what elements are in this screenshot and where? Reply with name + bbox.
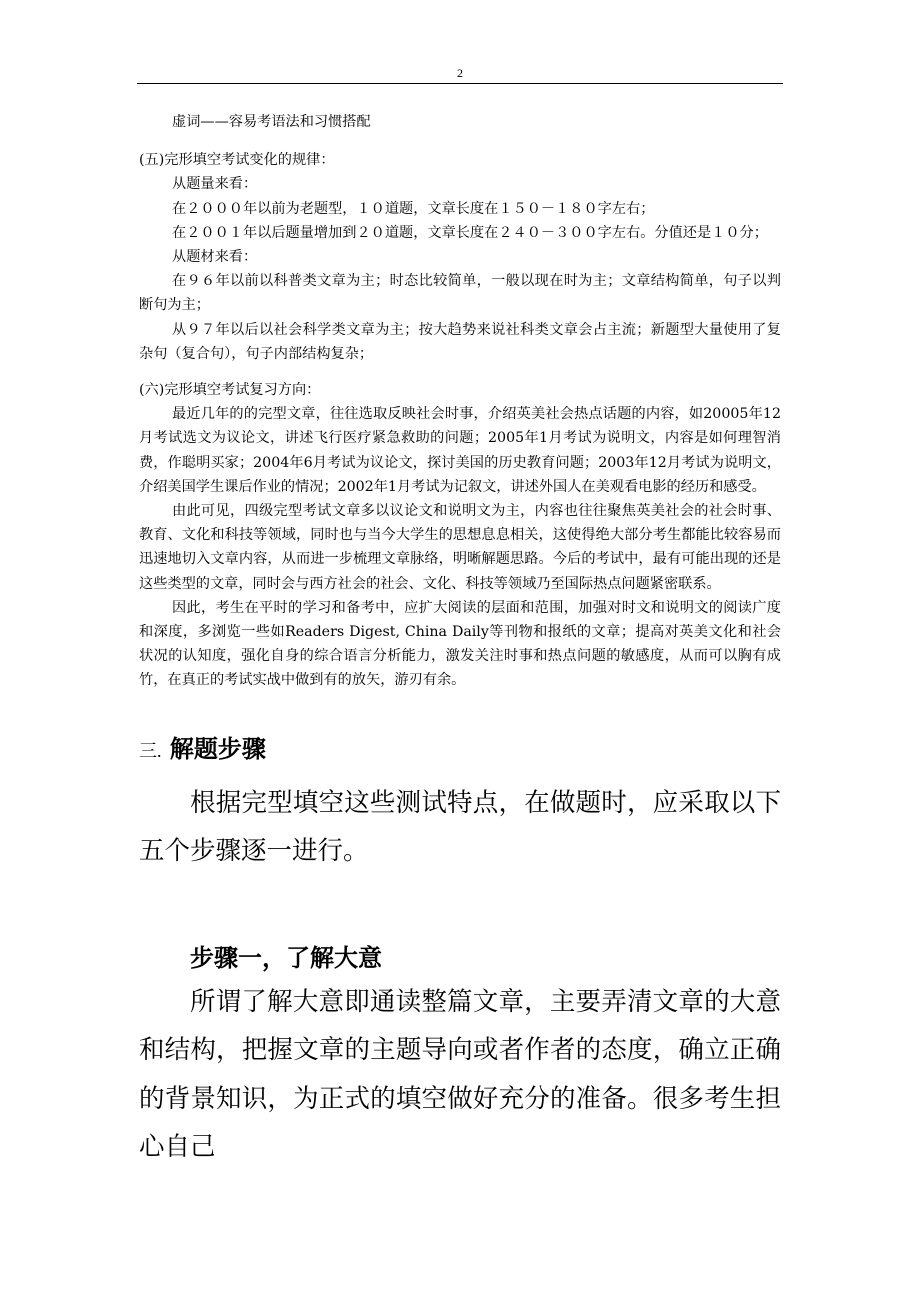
- document-body: [139, 110, 781, 1172]
- paragraph: 最近几年的的完型文章，往往选取反映社会时事，介绍英美社会热点话题的内容，如20005年12月考试选文为议论文，讲述飞行医疗紧急救助的问题；2005年1月考试为说明文，内容是如何理智消费，作聪明买家；2004年6月考试为议论文，探讨美国的历史教育问题；2003年12月考试为说明文，介绍美国学生课后作业的情况；2002年1月考试为记叙文，讲述外国人在美观看电影的经历和感受。: [139, 406, 781, 495]
- section-3-title: 解题步骤: [169, 734, 266, 763]
- paragraph: 在２００１年以后题量增加到２０道题，文章长度在２４０－３００字左右。分值还是１０分；: [172, 224, 768, 241]
- paragraph: 从９７年以后以社会科学类文章为主；按大趋势来说社科类文章会占主流；新题型大量使用了复杂句（复合句），句子内部结构复杂；: [139, 321, 781, 362]
- page-number: 2: [457, 66, 463, 80]
- section-3-heading: [139, 731, 781, 769]
- section-6: [139, 378, 781, 693]
- section-3-body: [139, 779, 781, 876]
- section-3-number: 三.: [139, 740, 162, 761]
- section-6-title: (六)完形填空考试复习方向：: [139, 382, 321, 399]
- paragraph: 由此可见，四级完型考试文章多以议论文和说明文为主，内容也往往聚焦英美社会的社会时事、教育、文化和科技等领域，同时也与当今大学生的思想息息相关，这使得绝大部分考生都能比较容易而迅速地切入文章内容，从而进一步梳理文章脉络，明晰解题思路。今后的考试中，最有可能出现的还是这些类型的文章，同时会与西方社会的社会、文化、科技等领域乃至国际热点问题紧密联系。: [139, 503, 781, 592]
- step-1-body: [139, 978, 781, 1172]
- section-5-title: (五)完形填空考试变化的规律：: [139, 152, 335, 169]
- paragraph: 从题量来看：: [172, 176, 258, 193]
- intro-block: [139, 110, 781, 134]
- paragraph: 根据完型填空这些测试特点，在做题时，应采取以下五个步骤逐一进行。: [139, 787, 781, 867]
- paragraph: 在９６年以前以科普类文章为主；时态比较简单，一般以现在时为主；文章结构简单，句子以判断句为主；: [139, 273, 781, 314]
- paragraph: 在２０００年以前为老题型，１０道题，文章长度在１５０－１８０字左右；: [172, 200, 655, 217]
- paragraph: 所谓了解大意即通读整篇文章，主要弄清文章的大意和结构，把握文章的主题导向或者作者的态度，确立正确的背景知识，为正式的填空做好充分的准备。很多考生担心自己: [139, 986, 781, 1163]
- intro-line: 虚词——容易考语法和习惯搭配: [172, 114, 371, 130]
- header-rule: [137, 83, 783, 84]
- section-5: [139, 148, 781, 366]
- paragraph: 因此，考生在平时的学习和备考中，应扩大阅读的层面和范围，加强对时文和说明文的阅读广度和深度，多浏览一些如Readers Digest, China Daily等刊物和报纸的文章；提高对英美文化和社会状况的认知度，强化自身的综合语言分析能力，激发关注时事和热点问题的敏感度，从而可以胸有成竹，在真正的考试实战中做到有的放矢，游刃有余。: [139, 599, 781, 689]
- step-1-title: 步骤一，了解大意: [190, 943, 382, 972]
- paragraph: 从题材来看：: [172, 249, 258, 266]
